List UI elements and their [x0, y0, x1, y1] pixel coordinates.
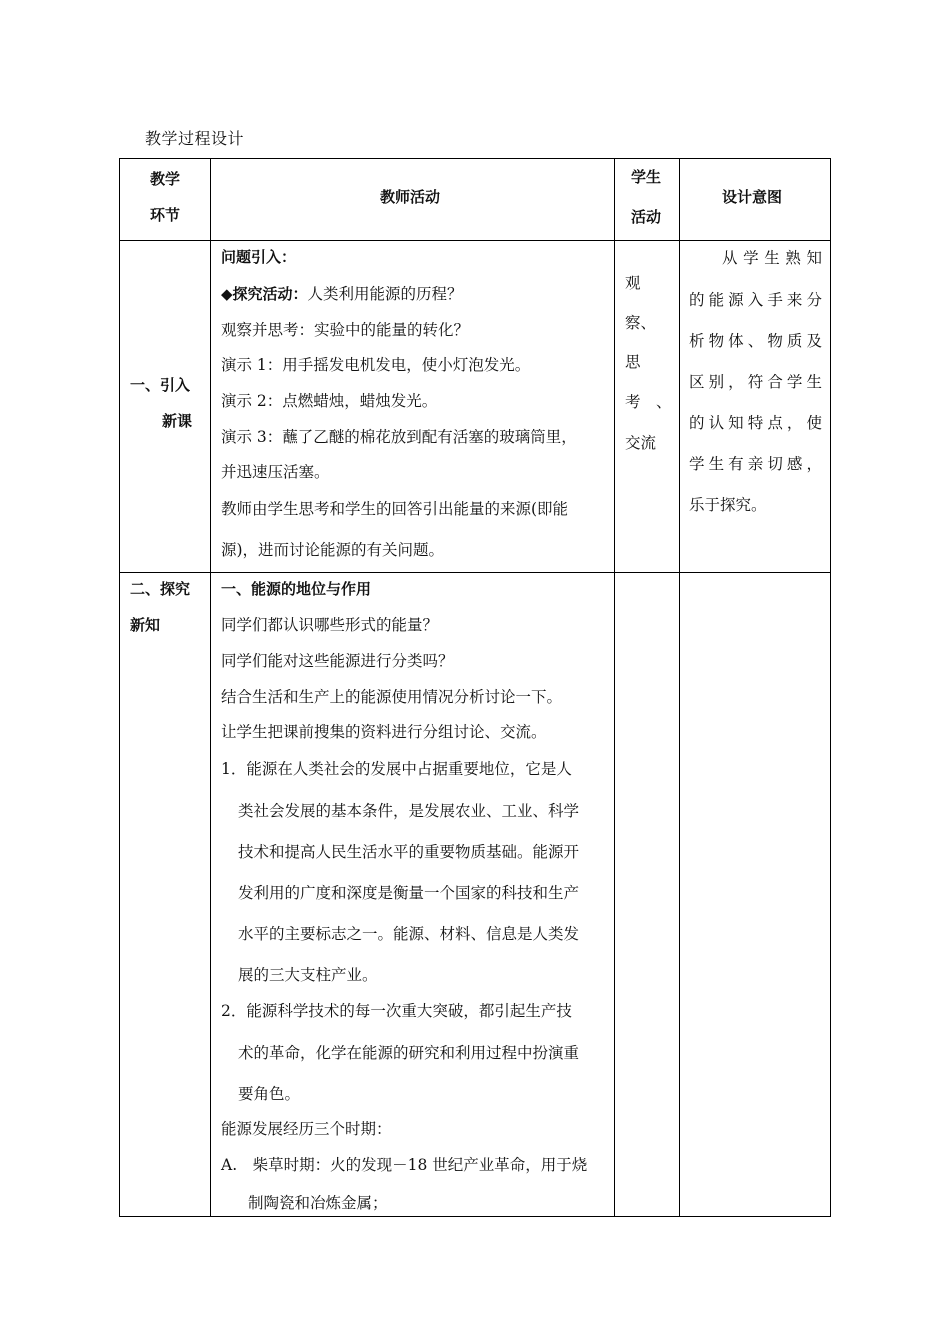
teacher-line: 并迅速压活塞。: [221, 463, 330, 481]
intent-line: 的能源入手来分: [689, 291, 822, 309]
teacher-line: 演示 1：用手摇发电机发电，使小灯泡发光。: [221, 356, 531, 374]
header-divider: [119, 240, 831, 241]
stage-1-line1: 一、引入: [130, 376, 191, 394]
teacher-line: 能源发展经历三个时期：: [221, 1120, 392, 1138]
teacher-line: 发利用的广度和深度是衡量一个国家的科技和生产: [238, 884, 580, 902]
column-divider: [210, 158, 211, 1217]
column-divider: [679, 158, 680, 1217]
teacher-line: 要角色。: [238, 1085, 301, 1103]
teacher-line: 术的革命，化学在能源的研究和利用过程中扮演重: [238, 1044, 580, 1062]
teacher-line: 水平的主要标志之一。能源、材料、信息是人类发: [238, 925, 580, 943]
teacher-line: 演示 3：蘸了乙醚的棉花放到配有活塞的玻璃筒里，: [221, 428, 577, 446]
intent-line: 从学生熟知: [722, 249, 822, 267]
explore-activity-line: [221, 282, 463, 304]
student-activity-line: 考 、: [625, 393, 672, 411]
teacher-line: 展的三大支柱产业。: [238, 966, 378, 984]
teacher-line: 2．能源科学技术的每一次重大突破，都引起生产技: [221, 1002, 572, 1020]
teacher-line: 类社会发展的基本条件，是发展农业、工业、科学: [238, 802, 580, 820]
header-student-line1: 学生: [631, 168, 662, 186]
explore-activity-text: 人类利用能源的历程？: [307, 285, 463, 303]
teacher-line: 制陶瓷和冶炼金属；: [248, 1194, 388, 1212]
intent-line: 的认知特点，使: [689, 414, 822, 432]
header-design-intent: 设计意图: [722, 188, 783, 206]
stage-2-line2: 新知: [130, 616, 161, 634]
teacher-line: 教师由学生思考和学生的回答引出能量的来源(即能: [221, 500, 569, 518]
student-activity-line: 思: [625, 353, 641, 371]
student-activity-line: 交流: [625, 434, 657, 452]
student-activity-line: 观: [625, 274, 641, 292]
teacher-line: 演示 2：点燃蜡烛，蜡烛发光。: [221, 392, 438, 410]
teacher-line: 让学生把课前搜集的资料进行分组讨论、交流。: [221, 723, 547, 741]
stage-1-line2: 新课: [162, 412, 193, 430]
header-teacher-activity: 教师活动: [380, 188, 441, 206]
explore-activity-label: ◆探究活动：: [221, 285, 308, 303]
intent-line: 析物体、物质及: [689, 332, 822, 350]
teacher-line: A. 柴草时期：火的发现－18 世纪产业革命，用于烧: [221, 1156, 588, 1174]
teacher-line: 同学们都认识哪些形式的能量？: [221, 616, 439, 634]
stage-2-line1: 二、探究: [130, 580, 191, 598]
header-stage-line2: 环节: [150, 206, 181, 224]
header-student-line2: 活动: [631, 208, 662, 226]
teacher-line: 技术和提高人民生活水平的重要物质基础。能源开: [238, 843, 580, 861]
intent-line: 学生有亲切感，: [689, 455, 822, 473]
intent-line: 乐于探究。: [689, 496, 767, 514]
teacher-line: 观察并思考：实验中的能量的转化？: [221, 321, 470, 339]
teacher-line: 1．能源在人类社会的发展中占据重要地位，它是人: [221, 760, 572, 778]
column-divider: [614, 158, 615, 1217]
intent-line: 区别，符合学生: [689, 373, 822, 391]
question-intro-heading: 问题引入：: [221, 248, 297, 266]
header-stage-line1: 教学: [150, 170, 181, 188]
teacher-line: 结合生活和生产上的能源使用情况分析讨论一下。: [221, 688, 563, 706]
row-divider: [119, 572, 831, 573]
student-activity-line: 察、: [625, 314, 657, 332]
teacher-line: 同学们能对这些能源进行分类吗？: [221, 652, 454, 670]
section-heading: 一、能源的地位与作用: [221, 580, 372, 598]
teacher-line: 源)，进而讨论能源的有关问题。: [221, 541, 445, 559]
document-title: 教学过程设计: [145, 129, 245, 148]
